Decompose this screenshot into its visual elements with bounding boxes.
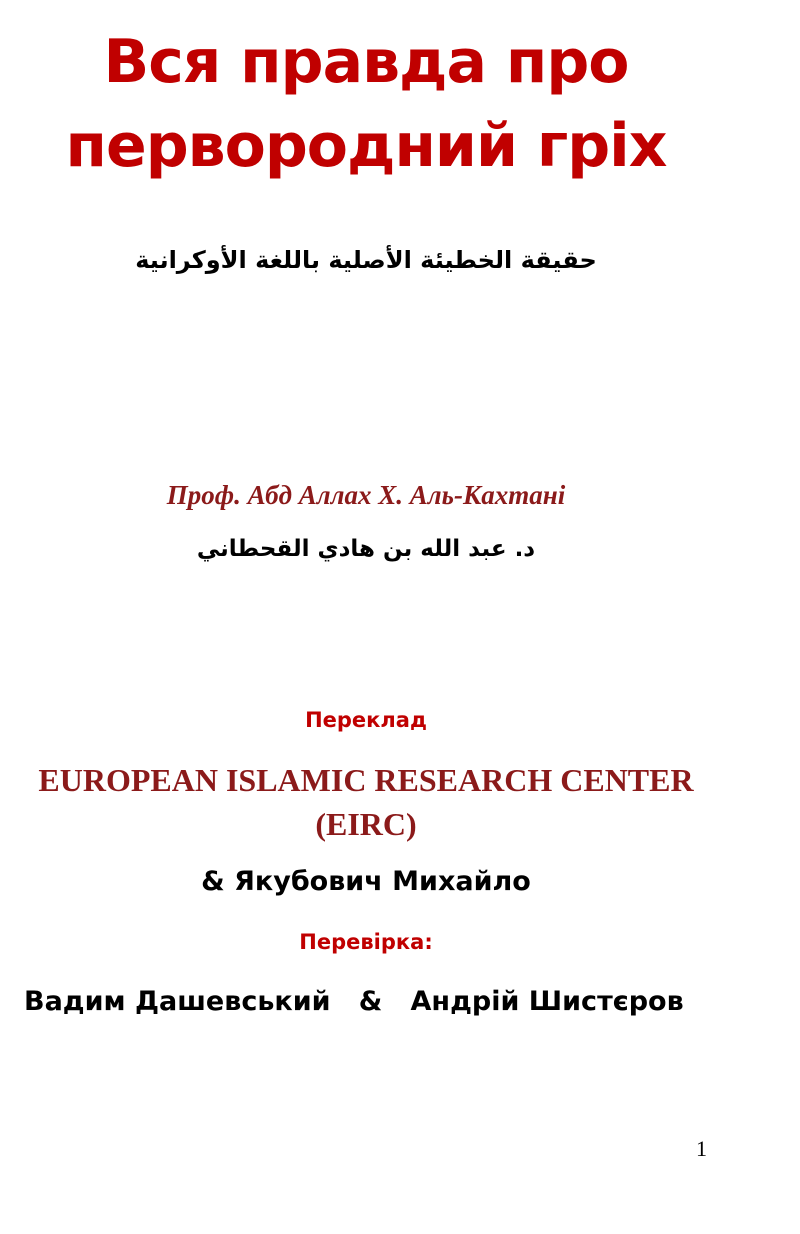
reviewers [24, 986, 744, 1017]
research-center-abbr: (EIRC) [315, 806, 417, 842]
reviewers-separator: & [358, 986, 383, 1017]
translation-label: Переклад [305, 708, 427, 732]
reviewer-1: Вадим Дашевський [24, 986, 331, 1017]
author-name: Проф. Абд Аллах Х. Аль-Кахтані [166, 480, 566, 510]
translator-name: & Якубович Михайло [201, 866, 531, 897]
author-name-arabic: د. عبد الله بن هادي القحطاني [196, 536, 536, 562]
reviewer-2: Андрій Шистєров [410, 986, 684, 1017]
arabic-subtitle: حقيقة الخطيئة الأصلية باللغة الأوكرانية [135, 246, 597, 274]
review-label: Перевірка: [299, 930, 433, 954]
title-line-1: Вся правда про [103, 27, 629, 97]
research-center [0, 758, 732, 846]
page-number: 1 [696, 1136, 707, 1161]
research-center-name: EUROPEAN ISLAMIC RESEARCH CENTER [38, 762, 694, 798]
title-line-2: первородний гріх [65, 111, 667, 181]
